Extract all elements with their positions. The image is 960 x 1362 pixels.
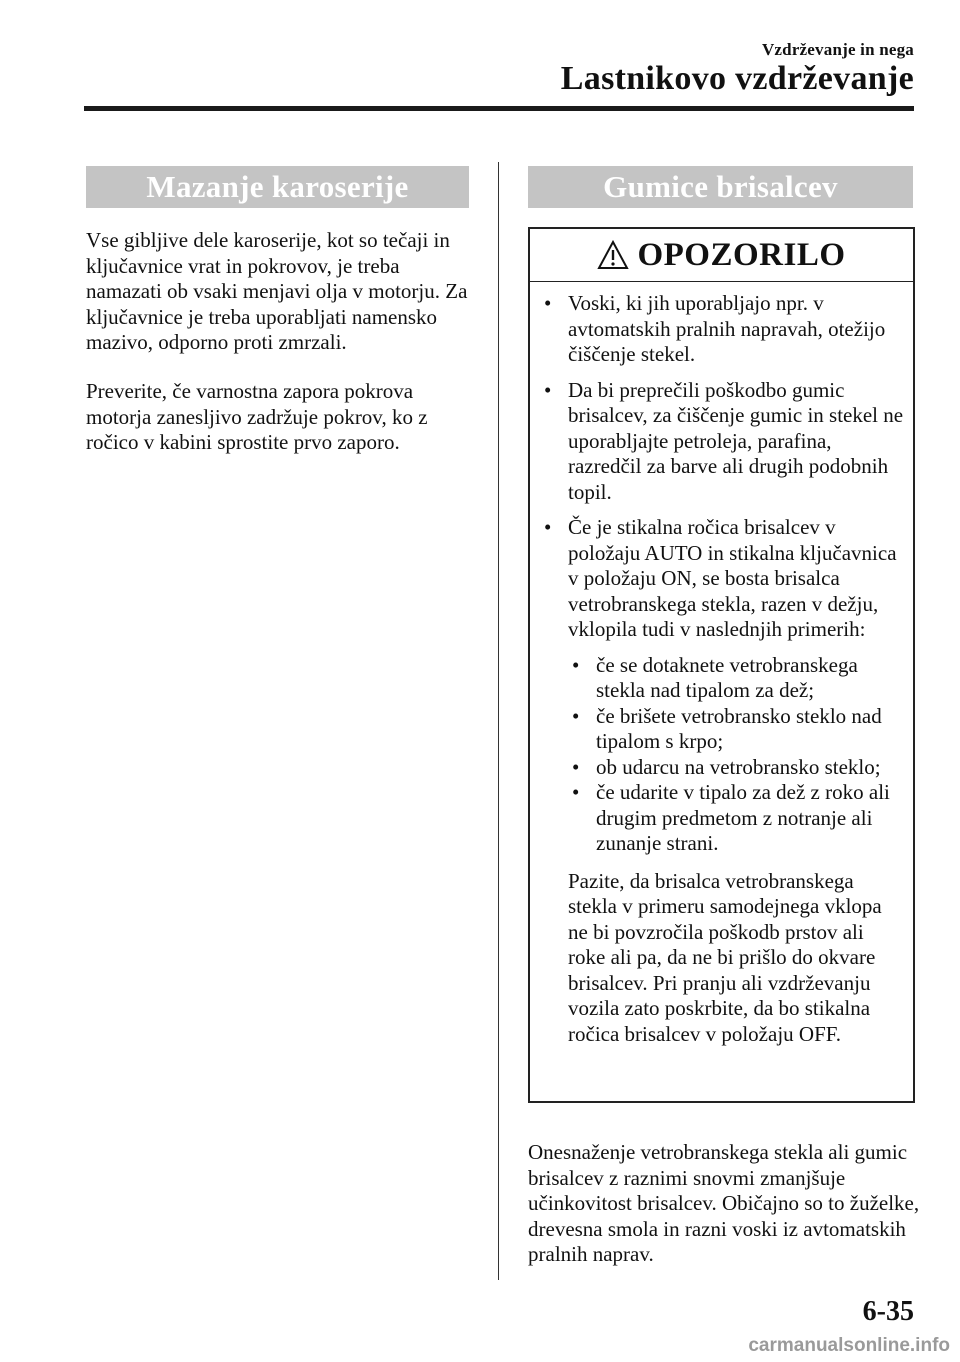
warning-subbullet bbox=[568, 704, 913, 755]
subbullet-dot: • bbox=[572, 703, 580, 728]
warning-box bbox=[528, 227, 915, 1103]
bullet-dot: • bbox=[544, 377, 552, 402]
warning-subbullet-text: če se dotaknete vetrobranskega stekla nad tipalom za dež; bbox=[596, 652, 858, 702]
warning-bullet bbox=[530, 515, 913, 643]
warning-subbullet-text: ob udarcu na vetrobransko steklo; bbox=[596, 754, 881, 779]
warning-subbullet-text: če brišete vetrobransko steklo nad tipalom s krpo; bbox=[596, 703, 882, 753]
column-divider bbox=[498, 162, 499, 1280]
warning-bullet-text: Da bi preprečili poškodbo gumic brisalcev, za čiščenje gumic in stekel ne uporabljajte petroleja, parafina, razredčil za barve ali drugih podobnih topil. bbox=[568, 377, 904, 504]
warning-subbullet bbox=[568, 755, 913, 781]
subbullet-dot: • bbox=[572, 652, 580, 677]
paragraph-lubrication: Vse gibljive dele karoserije, kot so tečaji in ključavnice vrat in pokrovov, je treba namazati ob vsaki menjavi olja v motorju. Za ključavnice je treba uporabljati namensko mazivo, odporno proti zmrzali. bbox=[86, 228, 468, 354]
warning-bullet bbox=[530, 291, 913, 368]
subbullet-dot: • bbox=[572, 754, 580, 779]
warning-bullet bbox=[530, 378, 913, 506]
warning-bullet-text: Če je stikalna ročica brisalcev v položaju AUTO in stikalna ključavnica v položaju ON, se bosta brisalca vetrobranskega stekla, razen v dežju, vklopila tudi v naslednjih primerih: bbox=[568, 515, 897, 641]
warning-header bbox=[530, 229, 913, 282]
paragraph-wiper-contamination: Onesnaženje vetrobranskega stekla ali gumic brisalcev z raznimi snovmi zmanjšuje učinkovitost brisalcev. Običajno so to žuželke, drevesna smola in razni voski iz avtomatskih pralnih naprav. bbox=[528, 1140, 920, 1266]
warning-triangle-icon bbox=[597, 240, 629, 270]
page-number: 6-35 bbox=[862, 1296, 914, 1327]
warning-body bbox=[530, 282, 913, 1047]
header-rule bbox=[84, 106, 914, 111]
header-section-title: Lastnikovo vzdrževanje bbox=[560, 60, 914, 97]
section-title-wiper-blades: Gumice brisalcev bbox=[528, 166, 913, 208]
warning-bullet-text: Voski, ki jih uporabljajo npr. v avtomatskih pralnih napravah, otežijo čiščenje stekel. bbox=[568, 291, 886, 366]
header-chapter: Vzdrževanje in nega bbox=[761, 40, 914, 59]
warning-subbullet-text: če udarite v tipalo za dež z roko ali drugim predmetom z notranje ali zunanje strani. bbox=[596, 780, 890, 855]
paragraph-hood-latch: Preverite, če varnostna zapora pokrova motorja zanesljivo zadržuje pokrov, ko z ročico v kabini sprostite prvo zaporo. bbox=[86, 379, 428, 454]
warning-subbullet bbox=[568, 653, 913, 704]
warning-note: Pazite, da brisalca vetrobranskega stekla v primeru samodejnega vklopa ne bi povzročila poškodb prstov ali roke ali pa, da ne bi prišlo do okvare brisalcev. Pri pranju ali vzdrževanju vozila zato poskrbite, da bo stikalna ročica brisalcev v položaju OFF. bbox=[568, 868, 882, 1046]
watermark: carmanualsonline.info bbox=[748, 1335, 950, 1356]
warning-subbullet bbox=[568, 780, 913, 857]
warning-subbullet-list bbox=[530, 653, 913, 857]
bullet-dot: • bbox=[544, 515, 552, 539]
subbullet-dot: • bbox=[572, 780, 580, 804]
section-title-lubrication: Mazanje karoserije bbox=[86, 166, 469, 208]
bullet-dot: • bbox=[544, 291, 552, 315]
warning-title: OPOZORILO bbox=[637, 236, 846, 273]
